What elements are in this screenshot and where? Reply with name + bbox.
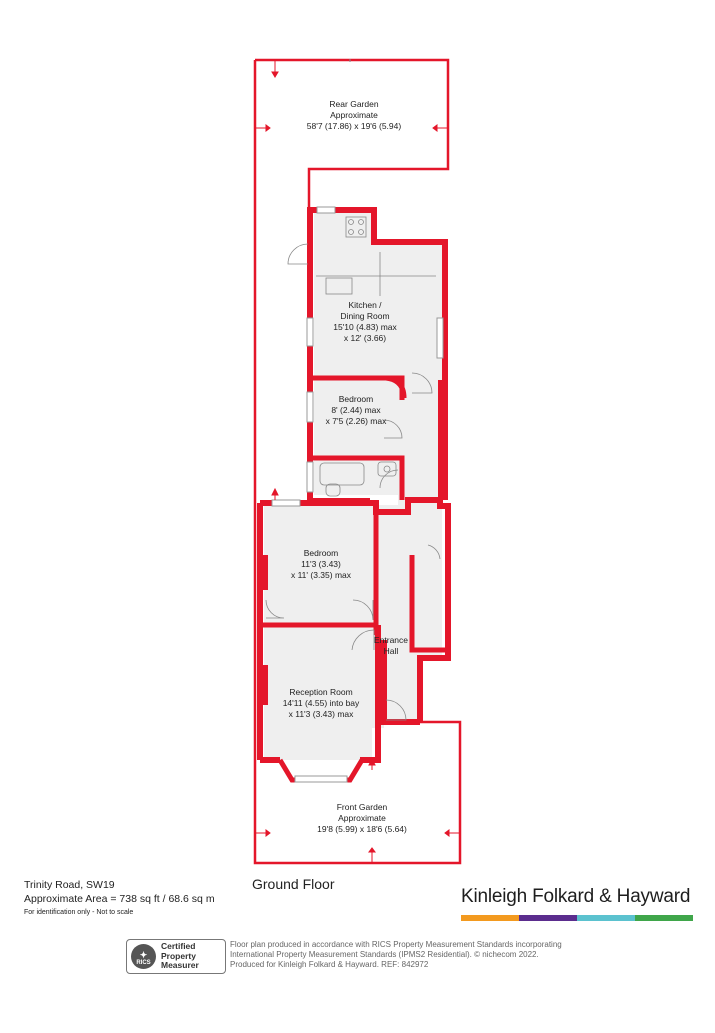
svg-text:Reception Room: Reception Room bbox=[289, 687, 353, 697]
svg-text:x 11'3 (3.43) max: x 11'3 (3.43) max bbox=[288, 709, 354, 719]
disclaimer-line-2: International Property Measurement Standards (IPMS2 Residential). © nichecom 2022. bbox=[230, 950, 539, 959]
disclaimer-line-1: Floor plan produced in accordance with RICS Property Measurement Standards incorporating bbox=[230, 940, 562, 949]
rics-logo-icon: ✦ RICS bbox=[131, 944, 156, 969]
rics-certified-badge bbox=[126, 939, 226, 974]
rics-line-1: Certified bbox=[161, 941, 196, 951]
floor-area bbox=[264, 213, 442, 760]
svg-text:Approximate: Approximate bbox=[330, 110, 378, 120]
brand-bar-1 bbox=[461, 915, 519, 921]
approximate-area: Approximate Area = 738 sq ft / 68.6 sq m bbox=[24, 893, 215, 905]
svg-text:58'7 (17.86) x 19'6 (5.94): 58'7 (17.86) x 19'6 (5.94) bbox=[306, 121, 402, 131]
brand-bar-4 bbox=[635, 915, 693, 921]
svg-text:Entrance: Entrance bbox=[373, 635, 409, 645]
property-address: Trinity Road, SW19 bbox=[24, 879, 115, 891]
svg-text:Approximate: Approximate bbox=[338, 813, 386, 823]
label-front-garden bbox=[317, 802, 407, 834]
label-rear-garden bbox=[307, 99, 402, 131]
brand-bar-3 bbox=[577, 915, 635, 921]
disclaimer-line-3: Produced for Kinleigh Folkard & Hayward. REF: 842972 bbox=[230, 960, 429, 969]
svg-text:Bedroom: Bedroom bbox=[338, 394, 374, 404]
svg-text:x 7'5 (2.26) max: x 7'5 (2.26) max bbox=[325, 416, 387, 426]
label-reception bbox=[283, 687, 360, 719]
svg-text:11'3 (3.43): 11'3 (3.43) bbox=[301, 559, 341, 569]
svg-text:14'11 (4.55) into bay: 14'11 (4.55) into bay bbox=[282, 698, 360, 708]
floor-label: Ground Floor bbox=[252, 876, 335, 892]
svg-text:Hall: Hall bbox=[383, 646, 399, 656]
svg-text:19'8 (5.99) x 18'6 (5.64): 19'8 (5.99) x 18'6 (5.64) bbox=[317, 824, 407, 834]
rics-line-3: Measurer bbox=[161, 960, 199, 970]
svg-text:15'10 (4.83) max: 15'10 (4.83) max bbox=[333, 322, 397, 332]
svg-text:x 11' (3.35) max: x 11' (3.35) max bbox=[290, 570, 352, 580]
brand-bar-2 bbox=[519, 915, 577, 921]
svg-text:Rear Garden: Rear Garden bbox=[329, 99, 379, 109]
disclaimer bbox=[230, 940, 600, 970]
svg-text:Dining Room: Dining Room bbox=[340, 311, 390, 321]
svg-text:Kitchen /: Kitchen / bbox=[348, 300, 382, 310]
svg-text:8' (2.44) max: 8' (2.44) max bbox=[331, 405, 381, 415]
agent-brand-name: Kinleigh Folkard & Hayward bbox=[461, 886, 691, 907]
rics-line-2: Property bbox=[161, 950, 196, 961]
svg-text:Bedroom: Bedroom bbox=[303, 548, 339, 558]
svg-text:x 12' (3.66): x 12' (3.66) bbox=[343, 333, 387, 343]
scale-note: For identification only - Not to scale bbox=[24, 909, 134, 916]
svg-text:Front Garden: Front Garden bbox=[336, 802, 388, 812]
